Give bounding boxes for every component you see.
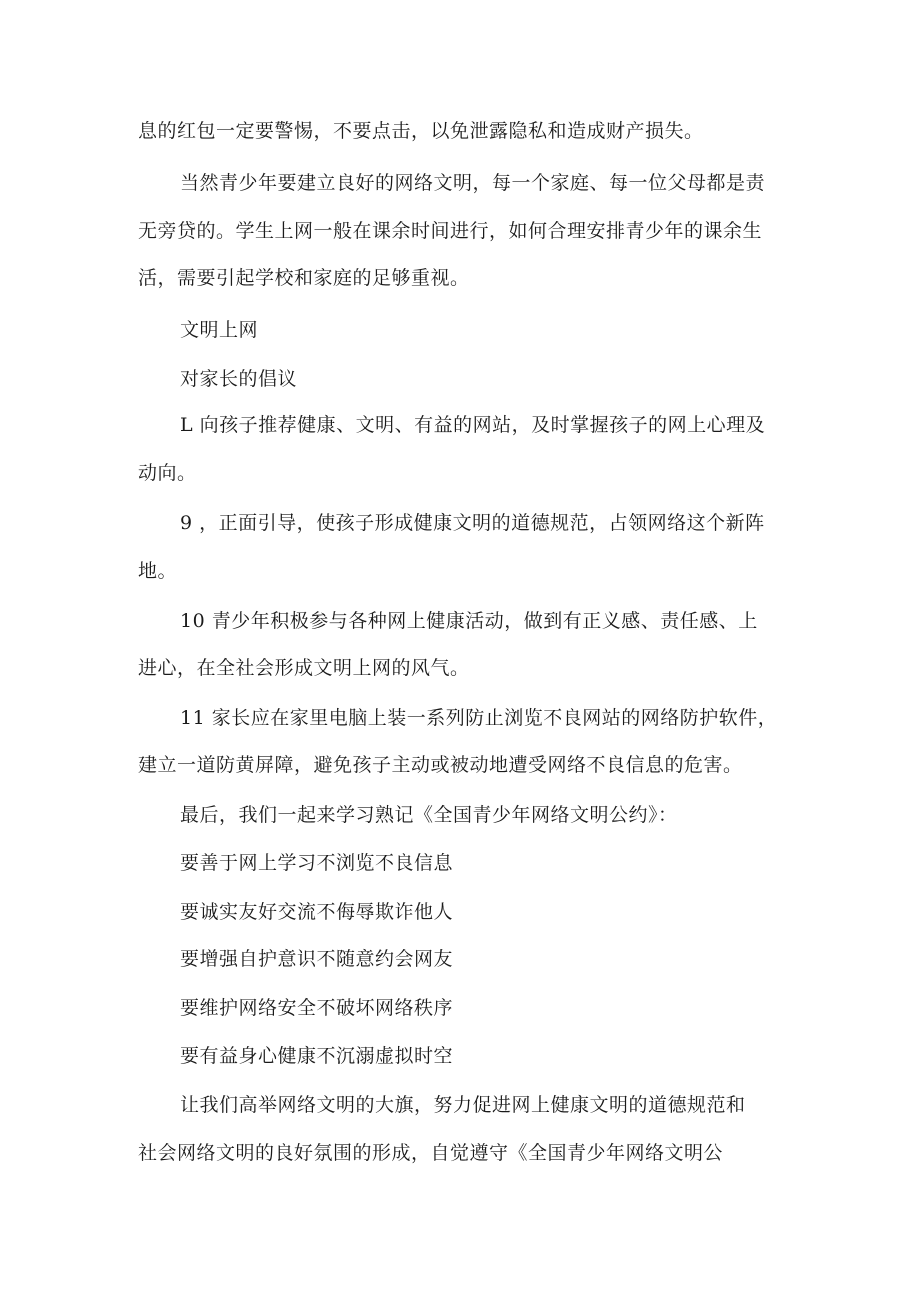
text-line: 息的红包一定要警惕，不要点击，以免泄露隐私和造成财产损失。 <box>138 120 704 142</box>
text-line: 社会网络文明的良好氛围的形成，自觉遵守《全国青少年网络文明公 <box>138 1142 724 1164</box>
pledge-line: 要有益身心健康不沉溺虚拟时空 <box>180 1045 454 1067</box>
text-line: 进心，在全社会形成文明上网的风气。 <box>138 657 470 679</box>
pledge-line: 要善于网上学习不浏览不良信息 <box>180 852 454 874</box>
text-line: 最后，我们一起来学习熟记《全国青少年网络文明公约》： <box>180 804 678 826</box>
text-line: 地。 <box>138 560 178 582</box>
section-subheading: 对家长的倡议 <box>180 368 298 390</box>
list-item: 10 青少年积极参与各种网上健康活动，做到有正义感、责任感、上 <box>180 610 758 632</box>
list-item: L 向孩子推荐健康、文明、有益的网站，及时掌握孩子的网上心理及 <box>180 414 766 436</box>
section-heading: 文明上网 <box>180 319 259 341</box>
list-item: 11 家长应在家里电脑上装一系列防止浏览不良网站的网络防护软件， <box>180 707 778 729</box>
text-line: 活，需要引起学校和家庭的足够重视。 <box>138 267 470 289</box>
pledge-line: 要维护网络安全不破坏网络秩序 <box>180 997 454 1019</box>
text-line: 让我们高举网络文明的大旗，努力促进网上健康文明的道德规范和 <box>180 1094 746 1116</box>
text-line: 无旁贷的。学生上网一般在课余时间进行，如何合理安排青少年的课余生 <box>138 220 763 242</box>
pledge-line: 要增强自护意识不随意约会网友 <box>180 948 454 970</box>
list-item: 9 ，正面引导，使孩子形成健康文明的道德规范，占领网络这个新阵 <box>180 512 765 534</box>
text-line: 当然青少年要建立良好的网络文明，每一个家庭、每一位父母都是责 <box>180 172 766 194</box>
text-line: 动向。 <box>138 462 197 484</box>
pledge-line: 要诚实友好交流不侮辱欺诈他人 <box>180 901 454 923</box>
text-line: 建立一道防黄屏障，避免孩子主动或被动地遭受网络不良信息的危害。 <box>138 754 743 776</box>
